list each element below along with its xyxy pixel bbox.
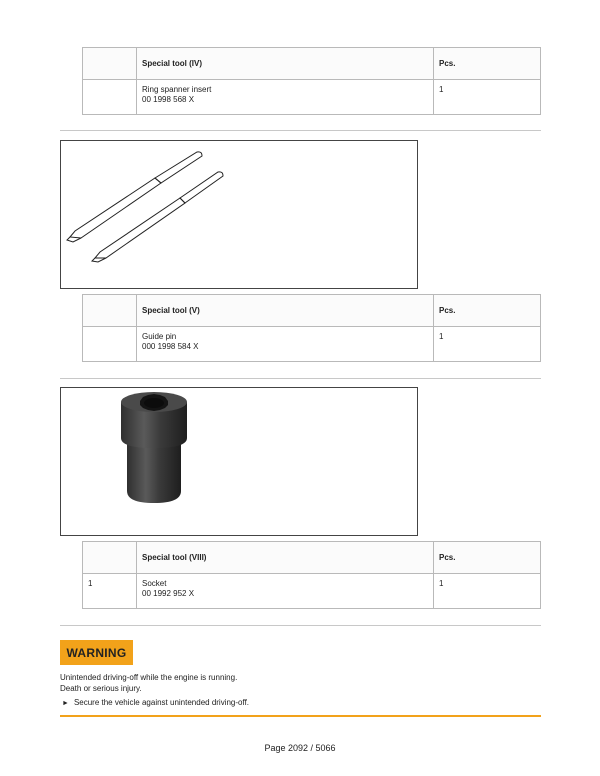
table-row	[83, 327, 541, 362]
table-header-pcs: Pcs.	[434, 542, 541, 574]
warning-consequence: Death or serious injury.	[60, 684, 142, 693]
tool-pcs: 1	[434, 574, 541, 609]
tool-description-cell	[137, 574, 434, 609]
table-header-tool-name: Special tool (V)	[137, 295, 434, 327]
tool-pcs: 1	[434, 327, 541, 362]
warning-action-item	[62, 697, 249, 709]
section-divider	[60, 130, 541, 131]
tool-pcs: 1	[434, 80, 541, 115]
tool-item-number	[83, 80, 137, 115]
warning-action: Secure the vehicle against unintended driving-off.	[73, 698, 250, 707]
table-header-pcs: Pcs.	[434, 48, 541, 80]
socket-image	[60, 387, 418, 536]
tool-description: Socket	[142, 579, 167, 588]
tool-part-number: 00 1998 568 X	[142, 95, 195, 104]
table-row	[83, 80, 541, 115]
tool-item-number	[83, 327, 137, 362]
section-divider	[60, 625, 541, 626]
socket-photo-icon	[61, 388, 417, 535]
tool-description-cell	[137, 80, 434, 115]
tool-description: Guide pin	[142, 332, 177, 341]
special-tool-table-viii	[82, 541, 541, 609]
table-header-row	[83, 295, 541, 327]
warning-badge: WARNING	[60, 640, 133, 665]
table-header-num	[83, 295, 137, 327]
special-tool-table-v	[82, 294, 541, 362]
section-divider	[60, 378, 541, 379]
table-header-row	[83, 48, 541, 80]
guide-pins-image	[60, 140, 418, 289]
special-tool-table-iv	[82, 47, 541, 115]
table-header-num	[83, 542, 137, 574]
page-number: Page 2092 / 5066	[264, 743, 336, 753]
warning-hazard: Unintended driving-off while the engine is running.	[60, 673, 238, 682]
table-row	[83, 574, 541, 609]
tool-item-number: 1	[83, 574, 137, 609]
tool-description-cell	[137, 327, 434, 362]
warning-bottom-rule	[60, 715, 541, 717]
table-header-tool-name: Special tool (VIII)	[137, 542, 434, 574]
table-header-row	[83, 542, 541, 574]
table-header-pcs: Pcs.	[434, 295, 541, 327]
guide-pins-drawing-icon	[61, 141, 417, 288]
tool-description: Ring spanner insert	[142, 85, 212, 94]
tool-part-number: 00 1992 952 X	[142, 589, 195, 598]
tool-part-number: 000 1998 584 X	[142, 342, 199, 351]
table-header-tool-name: Special tool (IV)	[137, 48, 434, 80]
table-header-num	[83, 48, 137, 80]
warning-hazard-text	[60, 672, 237, 694]
bullet-arrow-icon: ►	[62, 700, 69, 707]
